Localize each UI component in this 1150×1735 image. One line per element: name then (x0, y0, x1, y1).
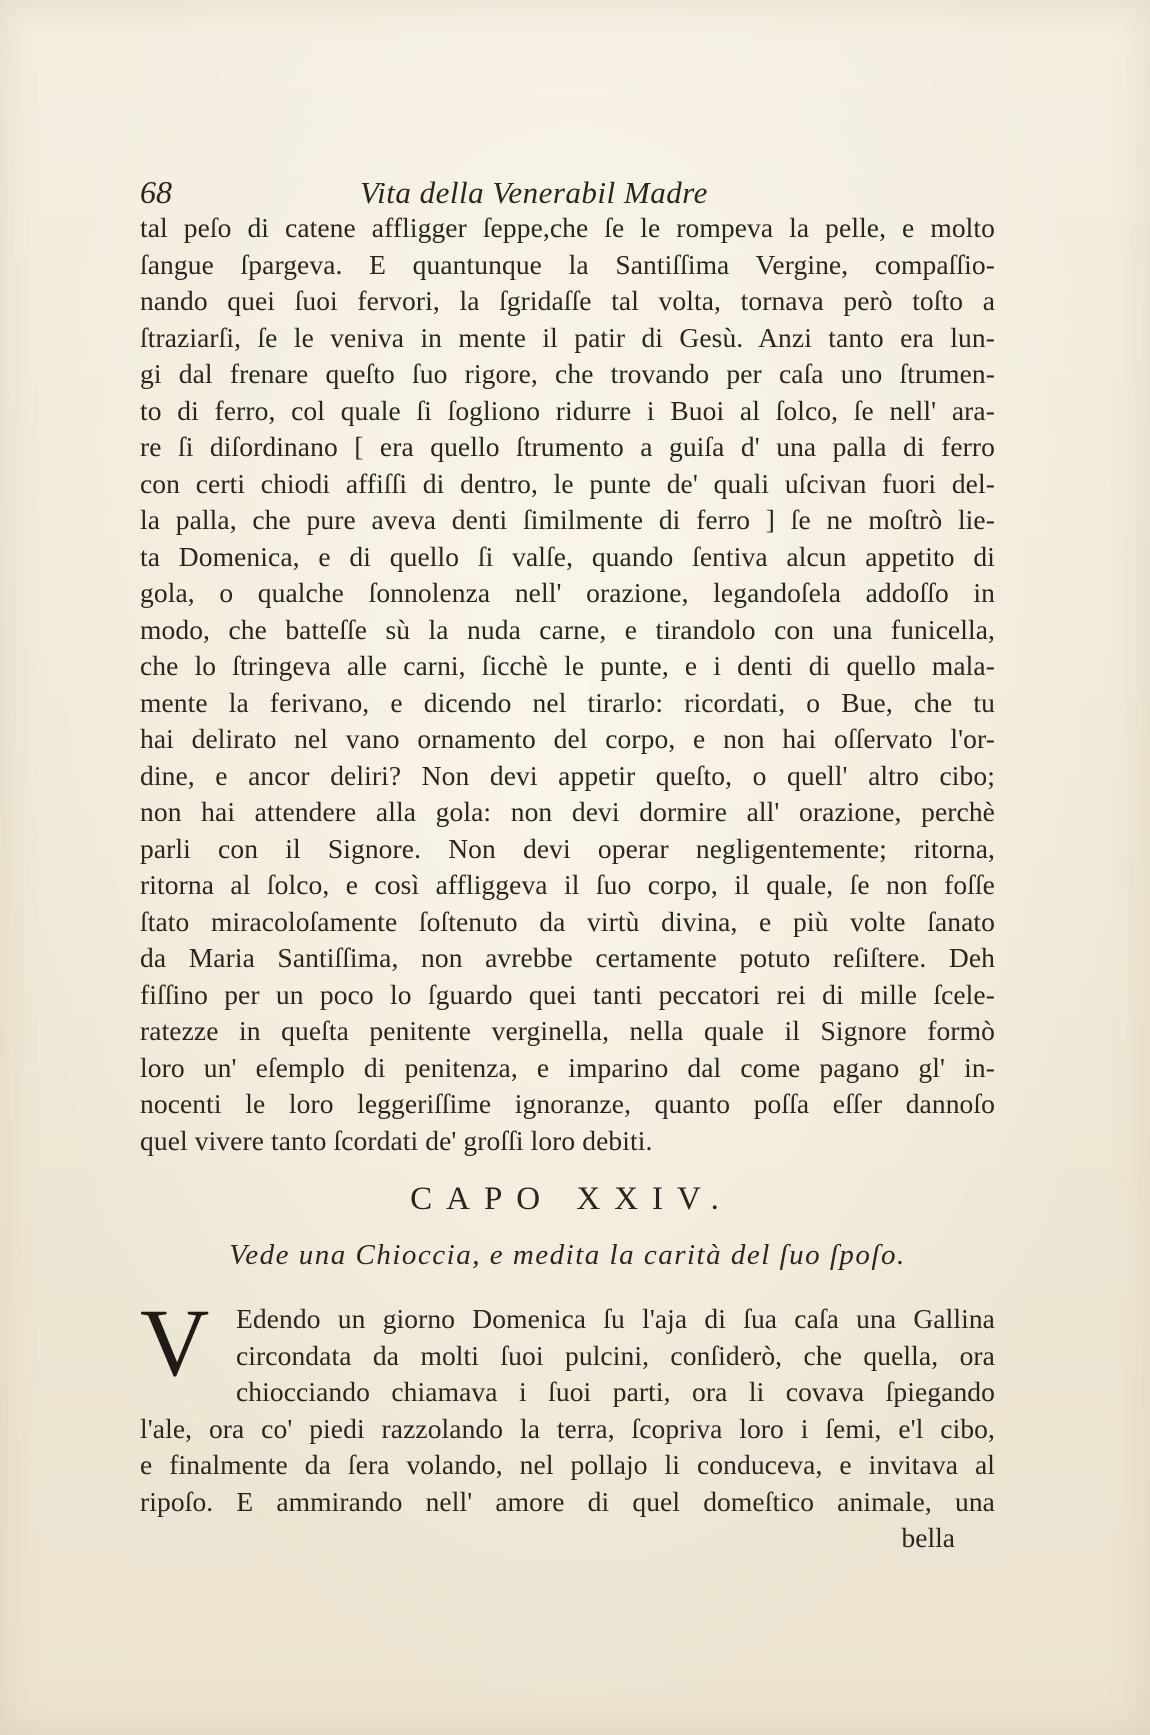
chapter-line: circondata da molti ſuoi pulcini, conſiderò, che quella, ora (236, 1339, 995, 1371)
page-number: 68 (140, 174, 172, 210)
body-line: dine, e ancor deliri? Non devi appetir queſto, o quell' altro cibo; (140, 759, 995, 791)
body-line: la palla, che pure aveva denti ſimilmente di ferro ] ſe ne moſtrò lie- (140, 504, 995, 535)
running-head (140, 174, 995, 210)
body-line: hai delirato nel vano ornamento del corpo, e non hai oſſervato l'or- (140, 723, 995, 754)
body-line: ta Domenica, e di quello ſi valſe, quando ſentiva alcun appetito di (140, 540, 995, 572)
chapter-line: chiocciando chiamava i ſuoi parti, ora li covava ſpiegando (236, 1376, 995, 1407)
body-line: tal peſo di catene affligger ſeppe,che ſe le rompeva la pelle, e molto (140, 212, 995, 243)
chapter-subtitle: Vede una Chioccia, e medita la carità del ſuo ſpoſo. (229, 1239, 906, 1271)
body-line: to di ferro, col quale ſi ſogliono ridurre i Buoi al ſolco, ſe nell' ara- (140, 394, 995, 426)
body-line: parli con il Signore. Non devi operar negligentemente; ritorna, (140, 832, 995, 864)
chapter-line: Edendo un giorno Domenica ſu l'aja di ſua caſa una Gallina (236, 1303, 995, 1334)
body-line: mente la ferivano, e dicendo nel tirarlo: ricordati, o Bue, che tu (140, 686, 995, 718)
body-line: loro un' eſemplo di penitenza, e imparino dal come pagano gl' in- (140, 1051, 995, 1083)
body-line: non hai attendere alla gola: non devi dormire all' orazione, perchè (140, 796, 995, 827)
body-line: fiſſino per un poco lo ſguardo quei tanti peccatori rei di mille ſcele- (140, 978, 995, 1010)
chapter-line: ripoſo. E ammirando nell' amore di quel domeſtico animale, una (140, 1485, 995, 1517)
body-line: ritorna al ſolco, e così affliggeva il ſuo corpo, il quale, ſe non foſſe (140, 869, 995, 900)
body-line: ſtato miracoloſamente ſoſtenuto da virtù divina, e più volte ſanato (140, 905, 995, 937)
body-line: nando quei ſuoi fervori, la ſgridaſſe tal volta, tornava però toſto a (140, 285, 995, 316)
running-title: Vita della Venerabil Madre (360, 175, 708, 210)
body-line: da Maria Santiſſima, non avrebbe certamente potuto reſiſtere. Deh (140, 942, 995, 973)
body-line: nocenti le loro leggeriſſime ignoranze, quanto poſſa eſſer dannoſo (140, 1088, 995, 1119)
chapter-line: l'ale, ora co' piedi razzolando la terra, ſcopriva loro i ſemi, e'l cibo, (140, 1412, 995, 1444)
body-line-last: quel vivere tanto ſcordati de' groſſi loro debiti. (140, 1124, 653, 1156)
text-block (140, 174, 995, 1557)
chapter-body (140, 1289, 995, 1520)
body-line: re ſi diſordinano [ era quello ſtrumento a guiſa d' una palla di ferro (140, 431, 995, 462)
catchword: bella (901, 1522, 955, 1553)
body-text (140, 210, 995, 1159)
body-line: ratezze in queſta penitente verginella, nella quale il Signore formò (140, 1015, 995, 1046)
body-line: con certi chiodi affiſſi di dentro, le punte de' quali uſcivan fuori del- (140, 467, 995, 499)
body-line: gi dal frenare queſto ſuo rigore, che trovando per caſa uno ſtrumen- (140, 358, 995, 389)
chapter-heading: CAPO XXIV. (410, 1181, 733, 1217)
body-line: gola, o qualche ſonnolenza nell' orazione, legandoſela addoſſo in (140, 577, 995, 608)
chapter-line: e finalmente da ſera volando, nel pollajo li conduceva, e invitava al (140, 1449, 995, 1480)
body-line: che lo ſtringeva alle carni, ſicchè le punte, e i denti di quello mala- (140, 650, 995, 681)
body-line: ſtraziarſi, ſe le veniva in mente il patir di Gesù. Anzi tanto era lun- (140, 321, 995, 353)
body-line: modo, che batteſſe sù la nuda carne, e tirandolo con una funicella, (140, 613, 995, 645)
drop-cap: V (140, 1289, 210, 1396)
body-line: ſangue ſpargeva. E quantunque la Santiſſima Vergine, compaſſio- (140, 248, 995, 280)
